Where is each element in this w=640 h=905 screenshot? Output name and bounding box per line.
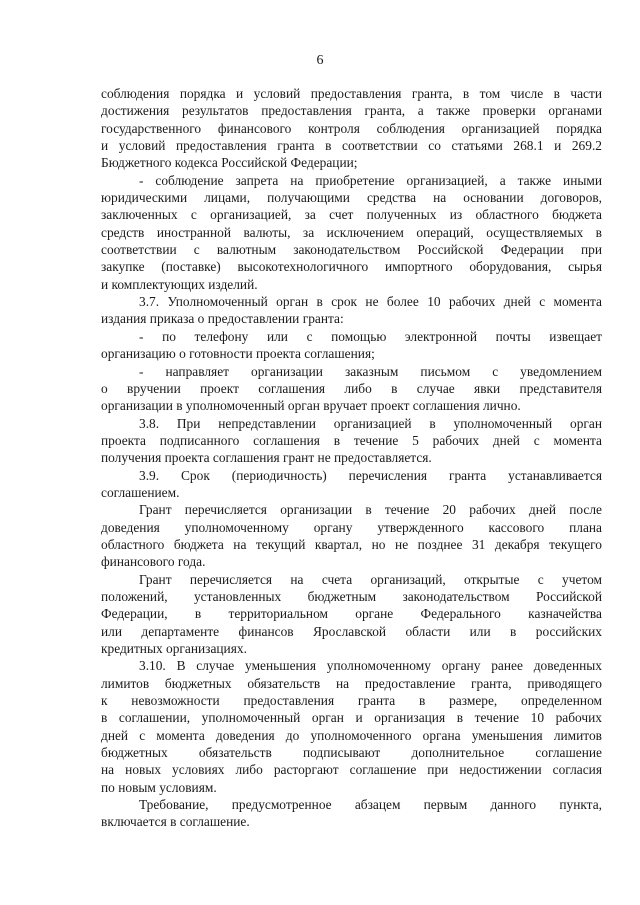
text-line: на новых условиях либо расторгают соглашение при недостижении согласия [101, 762, 602, 778]
text-line: заключенных с организацией, за счет полученных из областного бюджета [101, 207, 602, 223]
text-line: - по телефону или с помощью электронной почты извещает [139, 328, 602, 344]
text-line: бюджетных обязательств подписывают дополнительное соглашение [101, 745, 602, 761]
text-line: областного бюджета на текущий квартал, но не позднее 31 декабря текущего [101, 536, 602, 552]
text-line: государственного финансового контроля соблюдения организацией порядка [101, 120, 602, 136]
text-line: Федерации, в территориальном органе Федерального казначейства [101, 606, 602, 622]
text-line: Требование, предусмотренное абзацем первым данного пункта, [139, 797, 602, 813]
document-body [101, 85, 602, 831]
text-line: закупке (поставке) высокотехнологичного импортного оборудования, сырья [101, 259, 602, 275]
text-line: и условий предоставления гранта в соответствии со статьями 268.1 и 269.2 [101, 138, 602, 154]
text-line: кредитных организациях. [101, 641, 247, 656]
text-line: и комплектующих изделий. [101, 276, 258, 292]
text-line: издания приказа о предоставлении гранта: [101, 311, 344, 327]
text-line: доведения уполномоченному органу утвержденного кассового плана [101, 519, 602, 535]
text-line: достижения результатов предоставления гранта, а также проверки органами [101, 103, 602, 119]
text-line: соответствии с валютным законодательством Российской Федерации при [101, 242, 602, 258]
text-line: к невозможности предоставления гранта в размере, определенном [101, 693, 602, 709]
text-line: 3.9. Срок (периодичность) перечисления гранта устанавливается [139, 467, 602, 483]
text-line: или департаменте финансов Ярославской области или в российских [101, 623, 602, 639]
text-line: 3.7. Уполномоченный орган в срок не более 10 рабочих дней с момента [139, 294, 602, 310]
text-line: организации в уполномоченный орган вручает проект соглашения лично. [101, 398, 521, 414]
text-line: Грант перечисляется на счета организаций, открытые с учетом [139, 571, 602, 587]
text-line: 3.10. В случае уменьшения уполномоченному органу ранее доведенных [139, 658, 602, 674]
text-line: организацию о готовности проекта соглашения; [101, 346, 375, 362]
text-line: - соблюдение запрета на приобретение организацией, а также иными [139, 172, 602, 188]
text-line: положений, установленных бюджетным законодательством Российской [101, 588, 602, 604]
text-line: проекта подписанного соглашения в течение 5 рабочих дней с момента [101, 432, 602, 448]
text-line: соглашением. [101, 484, 180, 500]
text-line: 3.8. При непредставлении организацией в уполномоченный орган [139, 415, 602, 431]
text-line: - направляет организации заказным письмом с уведомлением [139, 363, 602, 379]
text-line: дней с момента доведения до уполномоченного органа уменьшения лимитов [101, 727, 602, 743]
text-line: Грант перечисляется организации в течение 20 рабочих дней после [139, 502, 602, 518]
text-line: финансового года. [101, 554, 206, 570]
page-number: 6 [316, 53, 324, 68]
text-line: средств иностранной валюты, за исключением операций, осуществляемых в [101, 224, 602, 240]
text-line: по новым условиям. [101, 779, 217, 795]
text-line: о вручении проект соглашения либо в случае явки представителя [101, 380, 602, 396]
text-line: включается в соглашение. [101, 814, 250, 830]
text-line: в соглашении, уполномоченный орган и организация в течение 10 рабочих [101, 710, 602, 726]
text-line: соблюдения порядка и условий предоставления гранта, в том числе в части [101, 86, 602, 101]
text-line: юридическими лицами, получающими средства на основании договоров, [101, 190, 602, 206]
text-line: лимитов бюджетных обязательств на предоставление гранта, приводящего [101, 675, 602, 691]
text-line: Бюджетного кодекса Российской Федерации; [101, 155, 358, 171]
text-line: получения проекта соглашения грант не предоставляется. [101, 450, 432, 466]
